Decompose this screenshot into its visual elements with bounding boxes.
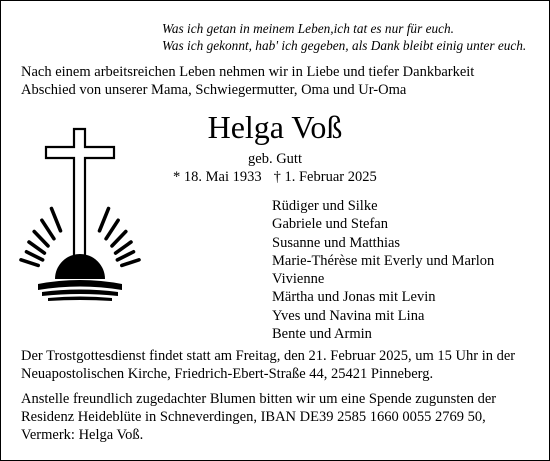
sun-ray — [27, 252, 43, 260]
sun-ray — [21, 260, 38, 266]
cross-sunrise-icon — [11, 124, 161, 304]
life-dates — [173, 168, 377, 186]
water-line — [38, 280, 122, 290]
intro-line: Nach einem arbeitsreichen Leben nehmen wir in Liebe und tiefer Dankbarkeit — [21, 64, 475, 80]
motto-line: Was ich getan in meinem Leben,ich tat es nur für euch. — [162, 21, 454, 36]
water-line — [48, 297, 112, 302]
mourner-entry: Rüdiger und Silke — [272, 198, 378, 214]
intro-line: Abschied von unserer Mama, Schwiegermutter, Oma und Ur-Oma — [21, 82, 407, 98]
intro-text — [21, 63, 474, 99]
mourners-list — [272, 197, 494, 343]
sun-ray — [100, 209, 109, 231]
motto-verse — [162, 20, 526, 54]
donation-line: Residenz Heideblüte in Schneverdingen, IBAN DE39 2585 1660 0055 2769 50, — [21, 409, 486, 425]
birth-name: geb. Gutt — [248, 151, 302, 167]
service-line: Neuapostolischen Kirche, Friedrich-Ebert-Straße 44, 25421 Pinneberg. — [21, 366, 434, 382]
mourner-entry: Bente und Armin — [272, 326, 372, 343]
donation-info — [21, 390, 496, 444]
water-line — [42, 290, 118, 297]
sun-arc — [55, 254, 105, 279]
mourner-entry: Yves und Navina mit Lina — [272, 307, 425, 324]
deceased-name: Helga Voß — [207, 109, 343, 145]
sun-ray — [122, 260, 139, 266]
service-line: Der Trostgottesdienst findet statt am Freitag, den 21. Februar 2025, um 15 Uhr in der — [21, 348, 516, 364]
sun-ray — [112, 232, 126, 246]
mourner-entry: Vivienne — [272, 271, 325, 288]
sun-ray — [106, 220, 118, 238]
sun-ray — [117, 252, 133, 260]
donation-line: Vermerk: Helga Voß. — [21, 427, 144, 443]
sun-ray — [29, 242, 44, 253]
sun-ray — [42, 220, 54, 238]
mourner-entry: Märtha und Jonas mit Levin — [272, 289, 436, 306]
birth-date: * 18. Mai 1933 — [173, 169, 262, 185]
donation-line: Anstelle freundlich zugedachter Blumen bitten wir um eine Spende zugunsten der — [21, 391, 497, 407]
mourner-entry: Susanne und Matthias — [272, 234, 401, 251]
motto-line: Was ich gekonnt, hab' ich gegeben, als Dank bleibt einig unter euch. — [162, 38, 527, 53]
sun-ray — [52, 209, 61, 231]
mourner-entry: Gabriele und Stefan — [272, 216, 388, 233]
sun-ray — [34, 232, 48, 246]
death-date: † 1. Februar 2025 — [273, 169, 377, 185]
mourner-entry: Marie-Thérèse mit Everly und Marlon — [272, 252, 495, 269]
sun-ray — [116, 242, 131, 253]
service-info — [21, 347, 515, 383]
